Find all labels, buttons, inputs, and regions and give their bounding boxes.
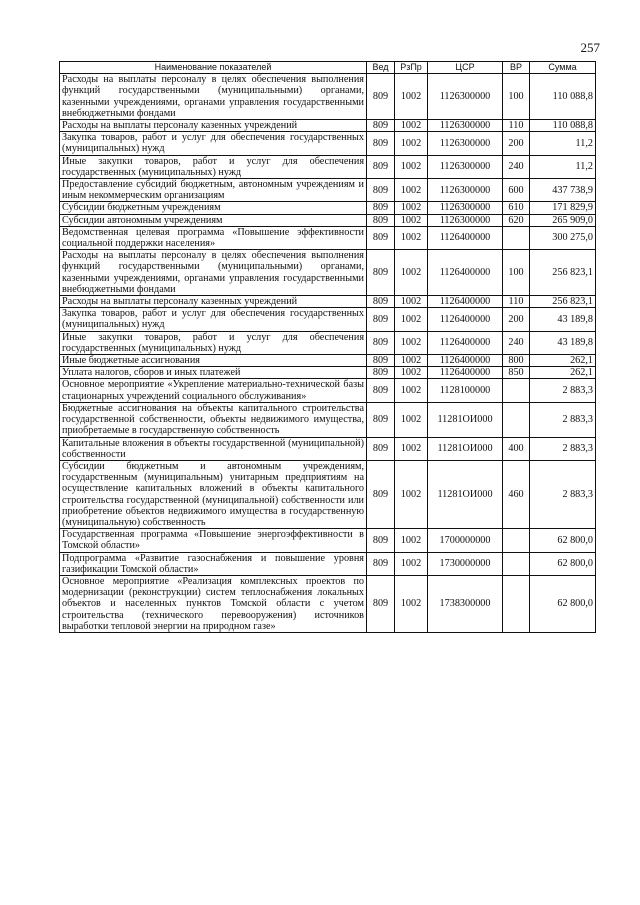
cell-rzpr: 1002 [395,132,428,155]
cell-ved: 809 [367,529,395,552]
cell-name: Субсидии автономным учреждениям [60,214,367,226]
header-sum: Сумма [530,62,596,74]
cell-name: Субсидии бюджетным учреждениям [60,202,367,214]
cell-name: Основное мероприятие «Реализация комплексных проектов по модернизации (реконструкции) систем теплоснабжения локальных объектов и населенных пунктов Томской области с учетом строительства (технического перевооружения) источников выработки тепловой энергии на природном газе» [60,575,367,632]
cell-ved: 809 [367,355,395,367]
cell-sum: 43 189,8 [530,331,596,354]
cell-ved: 809 [367,575,395,632]
cell-ved: 809 [367,437,395,460]
cell-vr: 240 [503,331,530,354]
cell-csr: 11281ОИ000 [428,460,503,528]
cell-csr: 1126300000 [428,74,503,120]
cell-csr: 1126300000 [428,214,503,226]
cell-sum: 62 800,0 [530,552,596,575]
cell-name: Государственная программа «Повышение энергоэффективности в Томской области» [60,529,367,552]
cell-name: Закупка товаров, работ и услуг для обеспечения государственных (муниципальных) нужд [60,132,367,155]
cell-csr: 1700000000 [428,529,503,552]
table-row [60,214,596,226]
cell-ved: 809 [367,202,395,214]
table-row [60,437,596,460]
cell-name: Основное мероприятие «Укрепление материально-технической базы стационарных учреждений социального обслуживания» [60,379,367,402]
cell-rzpr: 1002 [395,355,428,367]
table-row [60,74,596,120]
cell-rzpr: 1002 [395,379,428,402]
cell-ved: 809 [367,226,395,249]
cell-csr: 11281ОИ000 [428,437,503,460]
cell-vr: 600 [503,179,530,202]
cell-ved: 809 [367,214,395,226]
table-row [60,460,596,528]
cell-vr [503,575,530,632]
cell-csr: 1126400000 [428,296,503,308]
cell-rzpr: 1002 [395,308,428,331]
cell-csr: 1126400000 [428,308,503,331]
cell-rzpr: 1002 [395,214,428,226]
table-row [60,296,596,308]
header-ved: Вед [367,62,395,74]
cell-sum: 300 275,0 [530,226,596,249]
cell-ved: 809 [367,120,395,132]
cell-name: Предоставление субсидий бюджетным, автономным учреждениям и иным некоммерческим организациям [60,179,367,202]
cell-ved: 809 [367,331,395,354]
table-header-row [60,62,596,74]
cell-name: Бюджетные ассигнования на объекты капитального строительства государственной собственности, объекты недвижимого имущества, приобретаемые в государственную собственность [60,402,367,437]
budget-table [59,61,596,633]
cell-vr [503,402,530,437]
cell-sum: 2 883,3 [530,460,596,528]
cell-rzpr: 1002 [395,437,428,460]
cell-vr: 610 [503,202,530,214]
cell-vr: 240 [503,155,530,178]
cell-ved: 809 [367,155,395,178]
cell-rzpr: 1002 [395,250,428,296]
header-csr: ЦСР [428,62,503,74]
cell-rzpr: 1002 [395,575,428,632]
cell-rzpr: 1002 [395,202,428,214]
cell-ved: 809 [367,296,395,308]
cell-ved: 809 [367,460,395,528]
cell-ved: 809 [367,179,395,202]
table-row [60,379,596,402]
cell-vr [503,379,530,402]
cell-vr: 100 [503,74,530,120]
table-row [60,355,596,367]
cell-sum: 2 883,3 [530,379,596,402]
table-row [60,132,596,155]
cell-rzpr: 1002 [395,460,428,528]
cell-sum: 262,1 [530,367,596,379]
cell-ved: 809 [367,402,395,437]
cell-sum: 256 823,1 [530,296,596,308]
cell-sum: 2 883,3 [530,402,596,437]
cell-rzpr: 1002 [395,529,428,552]
cell-name: Уплата налогов, сборов и иных платежей [60,367,367,379]
cell-rzpr: 1002 [395,155,428,178]
cell-name: Иные закупки товаров, работ и услуг для обеспечения государственных (муниципальных) нужд [60,331,367,354]
cell-sum: 62 800,0 [530,575,596,632]
cell-rzpr: 1002 [395,367,428,379]
cell-rzpr: 1002 [395,226,428,249]
cell-sum: 43 189,8 [530,308,596,331]
header-name: Наименование показателей [60,62,367,74]
cell-rzpr: 1002 [395,179,428,202]
cell-name: Расходы на выплаты персоналу в целях обеспечения выполнения функций государственными (муниципальными) органами, казенными учреждениями, органами управления государственными внебюджетными фондами [60,250,367,296]
cell-name: Расходы на выплаты персоналу казенных учреждений [60,296,367,308]
cell-csr: 1730000000 [428,552,503,575]
cell-csr: 1126400000 [428,226,503,249]
cell-ved: 809 [367,74,395,120]
table-row [60,331,596,354]
cell-ved: 809 [367,552,395,575]
cell-csr: 11281ОИ000 [428,402,503,437]
cell-sum: 62 800,0 [530,529,596,552]
cell-sum: 265 909,0 [530,214,596,226]
cell-sum: 110 088,8 [530,74,596,120]
cell-csr: 1126300000 [428,120,503,132]
cell-sum: 256 823,1 [530,250,596,296]
cell-csr: 1126400000 [428,331,503,354]
cell-csr: 1126300000 [428,179,503,202]
cell-rzpr: 1002 [395,120,428,132]
cell-vr: 800 [503,355,530,367]
table-row [60,226,596,249]
cell-name: Иные бюджетные ассигнования [60,355,367,367]
cell-vr: 200 [503,132,530,155]
table-row [60,120,596,132]
cell-vr: 110 [503,296,530,308]
table-row [60,367,596,379]
cell-sum: 437 738,9 [530,179,596,202]
cell-csr: 1126400000 [428,355,503,367]
cell-sum: 11,2 [530,155,596,178]
cell-rzpr: 1002 [395,74,428,120]
cell-name: Закупка товаров, работ и услуг для обеспечения государственных (муниципальных) нужд [60,308,367,331]
cell-name: Капитальные вложения в объекты государственной (муниципальной) собственности [60,437,367,460]
cell-sum: 11,2 [530,132,596,155]
cell-vr [503,226,530,249]
cell-name: Расходы на выплаты персоналу в целях обеспечения выполнения функций государственными (муниципальными) органами, казенными учреждениями, органами управления государственными внебюджетными фондами [60,74,367,120]
cell-rzpr: 1002 [395,402,428,437]
cell-name: Расходы на выплаты персоналу казенных учреждений [60,120,367,132]
cell-name: Иные закупки товаров, работ и услуг для обеспечения государственных (муниципальных) нужд [60,155,367,178]
cell-ved: 809 [367,308,395,331]
table-body [60,74,596,633]
cell-name: Ведомственная целевая программа «Повышение эффективности социальной поддержки населения» [60,226,367,249]
table-row [60,552,596,575]
cell-ved: 809 [367,367,395,379]
cell-csr: 1126300000 [428,202,503,214]
table-row [60,529,596,552]
cell-csr: 1738300000 [428,575,503,632]
cell-sum: 2 883,3 [530,437,596,460]
cell-vr: 460 [503,460,530,528]
table-row [60,308,596,331]
cell-vr: 100 [503,250,530,296]
cell-ved: 809 [367,132,395,155]
cell-rzpr: 1002 [395,552,428,575]
cell-sum: 110 088,8 [530,120,596,132]
table-row [60,202,596,214]
table-row [60,179,596,202]
table-row [60,155,596,178]
cell-vr [503,529,530,552]
page-number: 257 [580,40,600,55]
table-row [60,575,596,632]
cell-name: Подпрограмма «Развитие газоснабжения и повышение уровня газификации Томской области» [60,552,367,575]
cell-ved: 809 [367,379,395,402]
cell-csr: 1126400000 [428,250,503,296]
cell-rzpr: 1002 [395,296,428,308]
cell-vr: 110 [503,120,530,132]
cell-vr [503,552,530,575]
cell-csr: 1126400000 [428,367,503,379]
cell-csr: 1128100000 [428,379,503,402]
cell-csr: 1126300000 [428,155,503,178]
cell-vr: 850 [503,367,530,379]
cell-vr: 620 [503,214,530,226]
table-row [60,402,596,437]
cell-csr: 1126300000 [428,132,503,155]
cell-vr: 200 [503,308,530,331]
cell-sum: 171 829,9 [530,202,596,214]
cell-ved: 809 [367,250,395,296]
cell-sum: 262,1 [530,355,596,367]
header-vr: ВР [503,62,530,74]
cell-rzpr: 1002 [395,331,428,354]
header-rzpr: РзПр [395,62,428,74]
table-row [60,250,596,296]
cell-name: Субсидии бюджетным и автономным учреждениям, государственным (муниципальным) унитарным предприятиям на осуществление капитальных вложений в объекты капитального строительства государственной (муниципальной) собственности или приобретение объектов недвижимого имущества в государственную (муниципальную) собственность [60,460,367,528]
cell-vr: 400 [503,437,530,460]
